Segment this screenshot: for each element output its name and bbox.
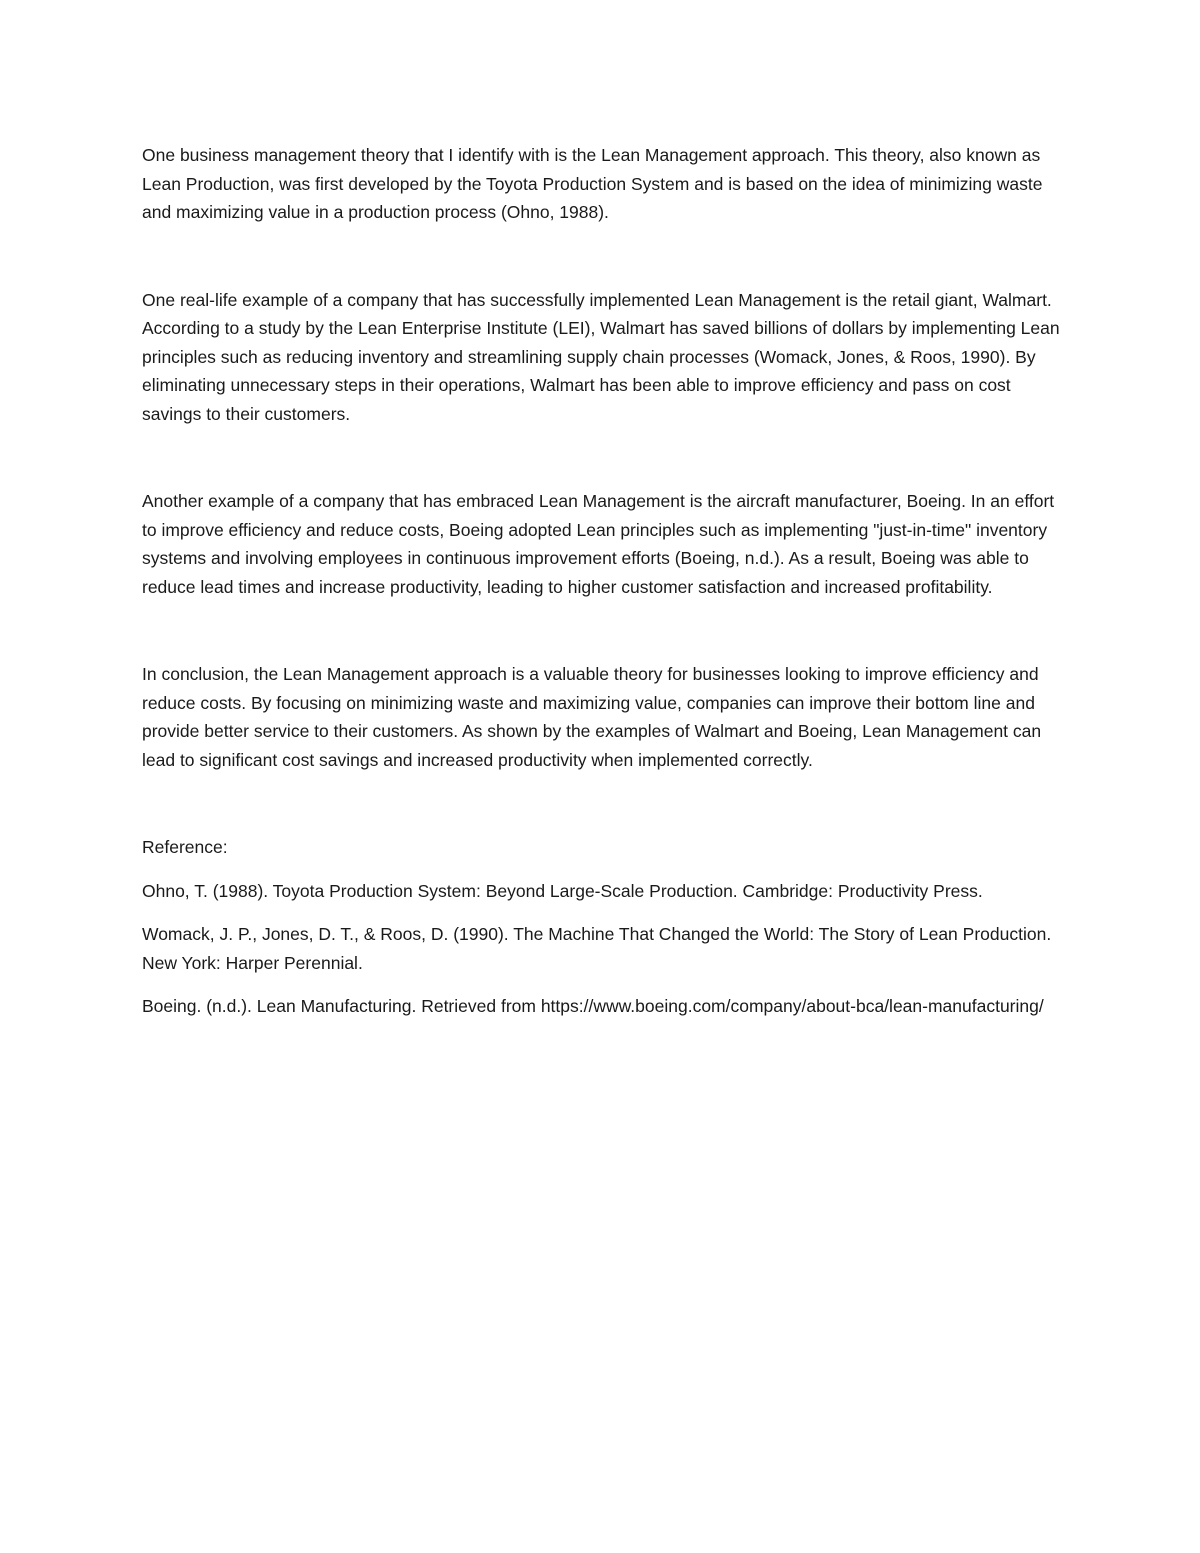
reference-entry-boeing: Boeing. (n.d.). Lean Manufacturing. Retrieved from https://www.boeing.com/company/about-bca/lean-manufacturing/: [142, 996, 1044, 1016]
document-body: [142, 141, 1067, 1036]
paragraph-intro: One business management theory that I identify with is the Lean Management approach. This theory, also known as Lean Production, was first developed by the Toyota Production System and is based on the idea of minimizing waste and maximizing value in a production process (Ohno, 1988).: [142, 145, 1043, 222]
paragraph-boeing-example: Another example of a company that has embraced Lean Management is the aircraft manufacturer, Boeing. In an effort to improve efficiency and reduce costs, Boeing adopted Lean principles such as implementing "just-in-time" inventory systems and involving employees in continuous improvement efforts (Boeing, n.d.). As a result, Boeing was able to reduce lead times and increase productivity, leading to higher customer satisfaction and increased profitability.: [142, 491, 1055, 597]
reference-entry-womack: Womack, J. P., Jones, D. T., & Roos, D. (1990). The Machine That Changed the World: The Story of Lean Production. New York: Harper Perennial.: [142, 924, 1052, 973]
reference-entry-ohno: Ohno, T. (1988). Toyota Production System: Beyond Large-Scale Production. Cambridge: Productivity Press.: [142, 880, 983, 901]
paragraph-conclusion: In conclusion, the Lean Management approach is a valuable theory for businesses looking to improve efficiency and reduce costs. By focusing on minimizing waste and maximizing value, companies can improve their bottom line and provide better service to their customers. As shown by the examples of Walmart and Boeing, Lean Management can lead to significant cost savings and increased productivity when implemented correctly.: [142, 664, 1042, 770]
reference-heading: Reference:: [142, 837, 228, 857]
paragraph-walmart-example: One real-life example of a company that has successfully implemented Lean Management is the retail giant, Walmart. According to a study by the Lean Enterprise Institute (LEI), Walmart has saved billions of dollars by implementing Lean principles such as reducing inventory and streamlining supply chain processes (Womack, Jones, & Roos, 1990). By eliminating unnecessary steps in their operations, Walmart has been able to improve efficiency and pass on cost savings to their customers.: [142, 289, 1060, 424]
